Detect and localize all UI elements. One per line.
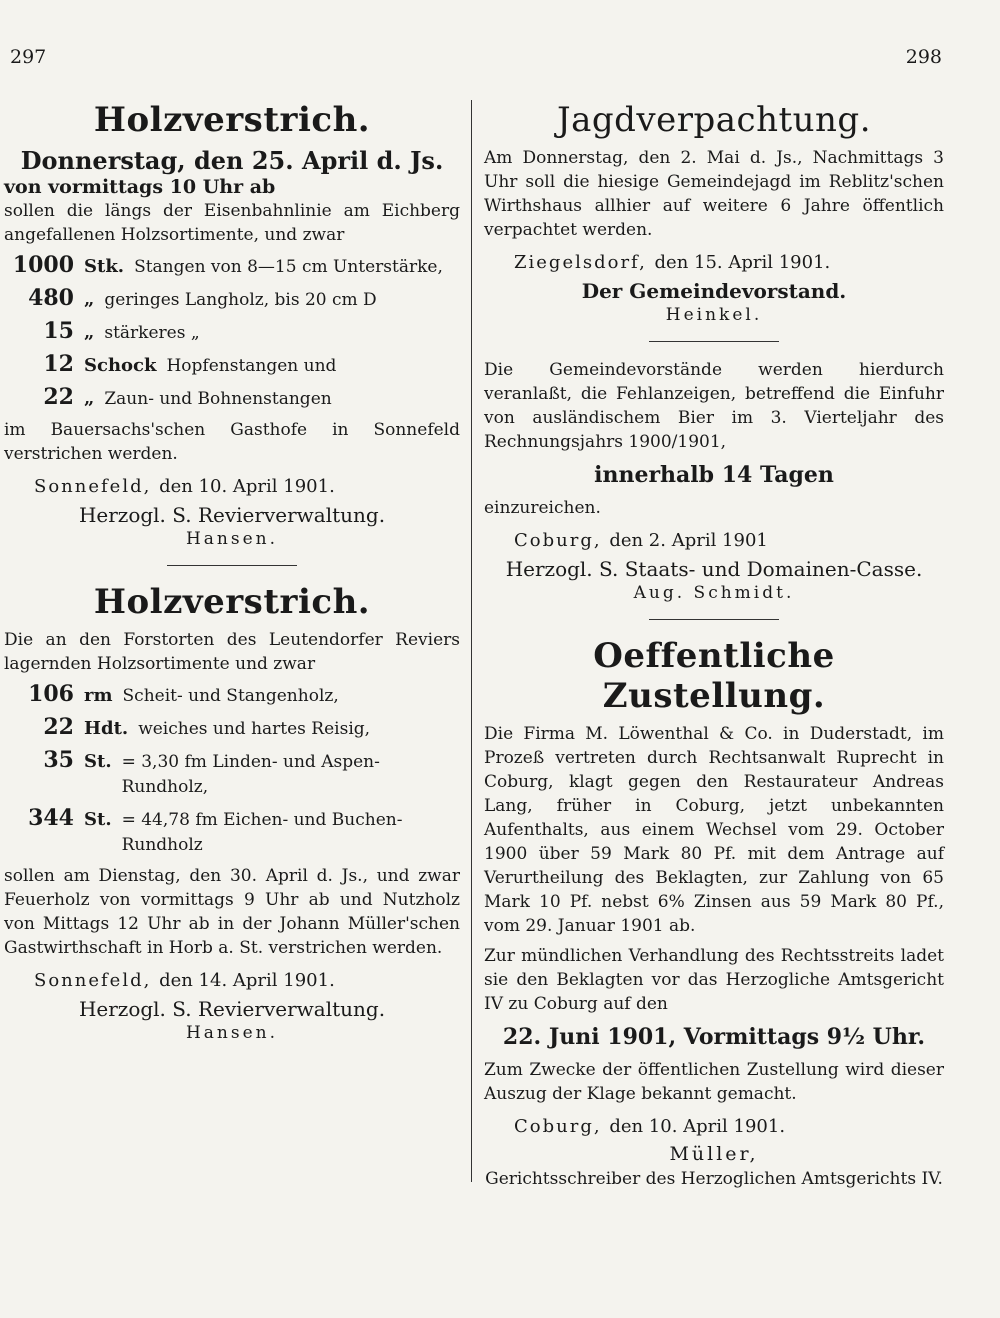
notice-dateline bbox=[34, 970, 460, 991]
notice-time: von vormittags 10 Uhr ab bbox=[4, 176, 276, 198]
notice-headline: Donnerstag, den 25. April d. Js. bbox=[20, 146, 444, 175]
item-list bbox=[4, 253, 460, 412]
signature: Gerichtsschreiber des Herzoglichen Amtsgerichts IV. bbox=[485, 1169, 943, 1189]
item-description: geringes Langholz, bis 20 cm D bbox=[104, 290, 377, 310]
list-item bbox=[4, 682, 460, 709]
item-description: = 3,30 fm Linden- und Aspen-Rundholz, bbox=[121, 752, 380, 797]
item-list bbox=[4, 682, 460, 858]
notice-body: sollen am Dienstag, den 30. April d. Js., und zwar Feuerholz von vormittags 9 Uhr ab und Nutzholz von Mittags 12 Uhr ab in der Johann Müller'schen Gastwirthschaft in Horb a. St. verstrichen werden. bbox=[4, 866, 460, 958]
place: Coburg, bbox=[514, 1116, 602, 1137]
notice-intro: sollen die längs der Eisenbahnlinie am Eichberg angefallenen Holzsortimente, und zwar bbox=[4, 201, 460, 245]
item-unit: „ bbox=[84, 289, 95, 310]
signature: Herzogl. S. Revierverwaltung. bbox=[78, 503, 386, 527]
list-item bbox=[4, 286, 460, 313]
notice-fehlanzeigen bbox=[484, 358, 944, 603]
list-item bbox=[4, 385, 460, 412]
list-item bbox=[4, 748, 460, 800]
place: Sonnefeld, bbox=[34, 970, 152, 991]
notice-title: Jagdverpachtung. bbox=[556, 100, 872, 140]
list-item bbox=[4, 715, 460, 742]
signature: Herzogl. S. Revierverwaltung. bbox=[78, 997, 386, 1021]
item-unit: rm bbox=[84, 685, 113, 706]
notice-body: Die Gemeindevorstände werden hierdurch veranlaßt, die Fehlanzeigen, betreffend die Einfuhr von ausländischem Bier im 3. Vierteljahr des Rechnungsjahrs 1900/1901, bbox=[484, 360, 944, 452]
date: den 10. April 1901. bbox=[609, 1116, 786, 1137]
item-quantity: 35 bbox=[43, 747, 74, 773]
item-unit: St. bbox=[84, 809, 112, 830]
place: Coburg, bbox=[514, 530, 602, 551]
notice-dateline bbox=[514, 530, 944, 551]
date: den 15. April 1901. bbox=[654, 252, 831, 273]
item-description: Hopfenstangen und bbox=[166, 356, 337, 376]
item-description: weiches und hartes Reisig, bbox=[138, 719, 371, 739]
notice-hearing-date: 22. Juni 1901, Vormittags 9½ Uhr. bbox=[502, 1024, 926, 1050]
date: den 10. April 1901. bbox=[159, 476, 335, 497]
item-description: Zaun- und Bohnenstangen bbox=[104, 389, 332, 409]
column-divider bbox=[471, 100, 472, 1182]
item-description: stärkeres „ bbox=[104, 323, 200, 343]
signature: Der Gemeindevorstand. bbox=[581, 279, 847, 303]
date: den 2. April 1901 bbox=[609, 530, 768, 551]
section-divider bbox=[167, 565, 297, 566]
item-description: = 44,78 fm Eichen- und Buchen-Rundholz bbox=[121, 810, 403, 855]
item-unit: Hdt. bbox=[84, 718, 129, 739]
right-column bbox=[484, 92, 944, 1191]
notice-dateline bbox=[514, 252, 944, 273]
item-quantity: 22 bbox=[43, 714, 74, 740]
notice-body: Zur mündlichen Verhandlung des Rechtsstreits ladet sie den Beklagten vor das Herzogliche Amtsgericht IV zu Coburg auf den bbox=[484, 946, 944, 1014]
item-unit: St. bbox=[84, 751, 112, 772]
item-description: Stangen von 8—15 cm Unterstärke, bbox=[134, 257, 443, 277]
place: Ziegelsdorf, bbox=[514, 252, 647, 273]
item-quantity: 344 bbox=[28, 805, 74, 831]
place: Sonnefeld, bbox=[34, 476, 152, 497]
notice-dateline bbox=[514, 1116, 944, 1137]
notice-holzverstrich-1 bbox=[4, 100, 460, 549]
item-unit: Schock bbox=[84, 355, 157, 376]
item-quantity: 22 bbox=[43, 384, 74, 410]
signatory-name: Müller, bbox=[669, 1143, 759, 1165]
list-item bbox=[4, 319, 460, 346]
notice-title: Holzverstrich. bbox=[93, 100, 371, 140]
page-number-left: 297 bbox=[10, 46, 47, 68]
notice-intro: Die an den Forstorten des Leutendorfer Reviers lagernden Holzsortimente und zwar bbox=[4, 630, 460, 674]
item-quantity: 106 bbox=[28, 681, 74, 707]
signatory-name: Hansen. bbox=[185, 1023, 279, 1043]
date: den 14. April 1901. bbox=[159, 970, 335, 991]
notice-jagdverpachtung bbox=[484, 100, 944, 325]
signatory-name: Hansen. bbox=[185, 529, 279, 549]
item-quantity: 12 bbox=[43, 351, 74, 377]
left-column bbox=[4, 92, 460, 1045]
page-number-right: 298 bbox=[905, 46, 942, 68]
list-item bbox=[4, 806, 460, 858]
item-quantity: 480 bbox=[28, 285, 74, 311]
notice-end: einzureichen. bbox=[484, 498, 601, 518]
notice-body: Am Donnerstag, den 2. Mai d. Js., Nachmittags 3 Uhr soll die hiesige Gemeindejagd im Reblitz'schen Wirthshaus allhier auf weitere 6 Jahre öffentlich verpachtet werden. bbox=[484, 148, 944, 240]
notice-oeffentliche-zustellung bbox=[484, 636, 944, 1191]
item-quantity: 1000 bbox=[12, 252, 74, 278]
notice-body: im Bauersachs'schen Gasthofe in Sonnefeld verstrichen werden. bbox=[4, 420, 460, 464]
list-item bbox=[4, 253, 460, 280]
signatory-name: Aug. Schmidt. bbox=[633, 583, 795, 603]
item-unit: „ bbox=[84, 322, 95, 343]
notice-title: Holzverstrich. bbox=[93, 582, 371, 622]
item-quantity: 15 bbox=[43, 318, 74, 344]
item-unit: Stk. bbox=[84, 256, 125, 277]
notice-body: Die Firma M. Löwenthal & Co. in Duderstadt, im Prozeß vertreten durch Rechtsanwalt Ruprecht in Coburg, klagt gegen den Restaurateur Andreas Lang, früher in Coburg, jetzt unbekannten Aufenthalts, aus einem Wechsel vom 29. October 1900 über 59 Mark 80 Pf. mit dem Antrage auf Verurtheilung des Beklagten, zur Zahlung von 65 Mark 10 Pf. nebst 6% Zinsen aus 59 Mark 80 Pf., vom 29. Januar 1901 ab. bbox=[484, 724, 944, 936]
notice-title: Oeffentliche Zustellung. bbox=[593, 636, 835, 716]
item-description: Scheit- und Stangenholz, bbox=[122, 686, 339, 706]
section-divider bbox=[649, 341, 779, 342]
notice-holzverstrich-2 bbox=[4, 582, 460, 1043]
signature: Herzogl. S. Staats- und Domainen-Casse. bbox=[505, 557, 923, 581]
notice-dateline bbox=[34, 476, 460, 497]
item-unit: „ bbox=[84, 388, 95, 409]
notice-deadline: innerhalb 14 Tagen bbox=[594, 462, 834, 488]
section-divider bbox=[649, 619, 779, 620]
notice-body: Zum Zwecke der öffentlichen Zustellung wird dieser Auszug der Klage bekannt gemacht. bbox=[484, 1060, 944, 1104]
list-item bbox=[4, 352, 460, 379]
signatory-name: Heinkel. bbox=[665, 305, 763, 325]
